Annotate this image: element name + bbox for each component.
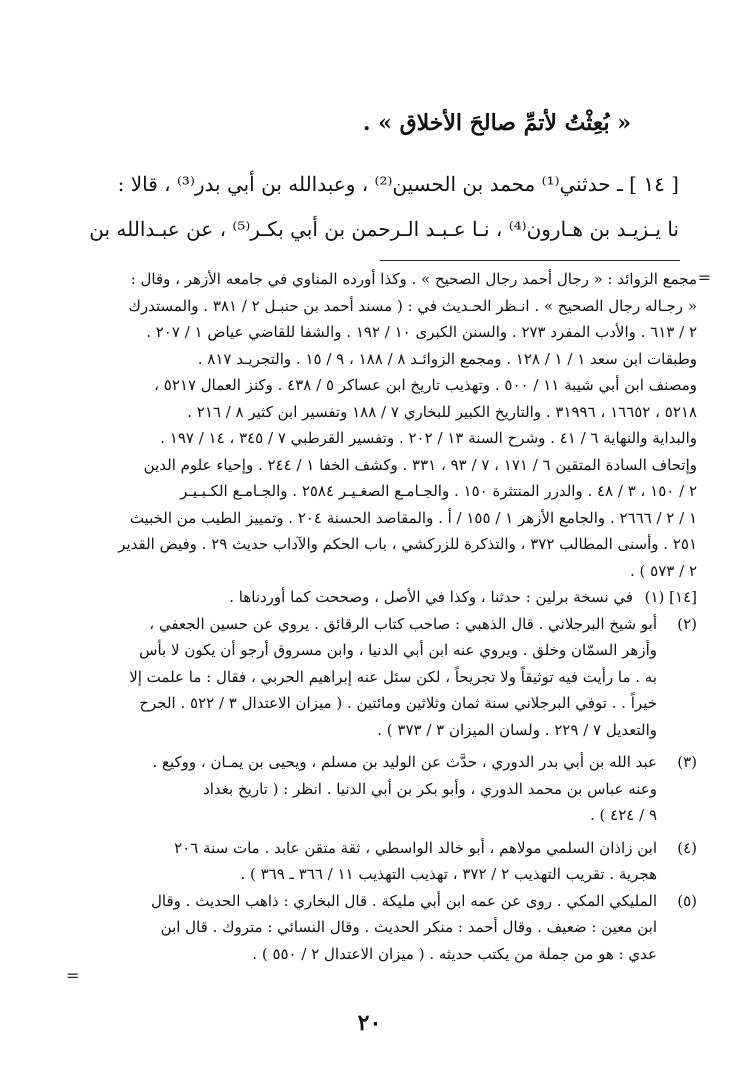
footnote-3 bbox=[47, 749, 697, 829]
note-line: وطبقات ابن سعد ١ / ١ / ١٢٨ . ومجمع الزوائـد ٨ / ١٨٨ ، ٩ / ١٥ . والتجريـد ٨١٧ . bbox=[197, 349, 697, 368]
note-line: المليكي المكي . روى عن عمه ابن أبي مليكة . قال البخاري : ذاهب الحديث . وقال bbox=[151, 891, 657, 910]
note-line: خيراً . . توفي البرجلاني سنة ثمان وثلاثين ومائتين . ( ميزان الاعتدال ٣ / ٥٢٢ . الجرح bbox=[139, 694, 657, 712]
note-line: ٢ / ١٥٠ ، ٣ / ٤٨ . والدرر المنتثرة ١٥٠ . والجـامـع الصغـيـر ٢٥٨٤ . والجـامـع الكـبـيـر bbox=[180, 482, 697, 500]
note-line: عدي : هو من جملة من يكتب حديثه . ( ميزان الاعتدال ٢ / ٥٥٠ ) . bbox=[252, 944, 657, 963]
note-line: والتعديل ٧ / ٢٢٩ . ولسان الميزان ٣ / ٣٧٣ ) . bbox=[377, 720, 657, 739]
note-line: عبد الله بن أبي بدر الدوري ، حدَّث عن الوليد بن مسلم ، ويحيى بن يمـان ، ووكيع . bbox=[152, 753, 657, 771]
footnote-number: (٣) bbox=[677, 753, 697, 771]
footnote-number: [١٤] (١) bbox=[644, 588, 697, 606]
note-line: ٥٢١٨ ، ١٦٦٥٢ ، ٣١٩٩٦ . والتاريخ الكبير للبخاري ٧ / ١٨٨ وتفسير ابن كثير ٨ / ٢١٦ . bbox=[187, 402, 697, 421]
footnote-separator bbox=[380, 260, 680, 261]
footnote-1 bbox=[47, 584, 697, 611]
note-line: ٢ / ٥٧٣ ) . bbox=[630, 561, 697, 580]
page-number: ٢٠ bbox=[357, 1010, 382, 1036]
note-line: ٩ / ٤٢٤ ) . bbox=[590, 806, 657, 824]
main-line: نا يـزيـد بن هـارون⁽⁴⁾ ، نـا عـبـد الـرحمن بن أبي بكـر⁽⁵⁾ ، عن عبـدالله بن bbox=[89, 217, 679, 241]
note-line: ابن معين : ضعيف . وقال أحمد : منكر الحديث . وقال النسائي : متروك . قال ابن bbox=[160, 918, 657, 936]
note-line: به . ما رأيت فيه توثيقاً ولا تجريحاً ، لكن سئل عنه إبراهيم الحربي ، فقال : ما علمت إلا bbox=[129, 667, 657, 686]
note-line: ابن زاذان السلمي مولاهم ، أبو خالد الواسطي ، ثقة متقن عابد . مات سنة ٢٠٦ bbox=[174, 838, 657, 857]
footnote-5 bbox=[47, 888, 697, 968]
footnote-number: (٤) bbox=[677, 838, 697, 857]
note-line: ٢ / ٦١٣ . والأدب المفرد ٢٧٣ . والسنن الكبرى ١٠ / ١٩٢ . والشفا للقاضي عياض ١ / ٢٠٧ . bbox=[146, 323, 697, 341]
footnote-2 bbox=[47, 611, 697, 744]
footnote-4 bbox=[47, 835, 697, 888]
footnote-number: (٥) bbox=[677, 891, 697, 910]
note-line: وإتحاف السادة المتقين ٦ / ١٧١ ، ٧ / ٩٣ ، ٣٣١ . وكشف الخفا ١ / ٢٤٤ . وإحياء علوم الدين bbox=[143, 455, 697, 474]
footnote-number: (٢) bbox=[677, 614, 697, 633]
note-line: في نسخة برلين : حدثنا ، وكذا في الأصل ، وصححت كما أوردناها . bbox=[229, 588, 633, 606]
continued-note bbox=[47, 266, 697, 584]
note-line: ٢٥١ . وأسنى المطالب ٣٧٢ ، والتذكرة للزركشي ، باب الحكم والآداب حديث ٢٩ . وفيض القدير bbox=[118, 535, 697, 553]
footnotes-area bbox=[47, 266, 697, 967]
note-line: « رجـاله رجال الصحيح » . انـظر الحـديث في : ( مسند أحمد بن حنبـل ٢ / ٣٨١ . والمستدرك bbox=[128, 296, 697, 315]
note-line: ١ / ٢ / ٢٦٦٦ . والجامع الأزهر ١ / ١٥٥ / أ . والمقاصد الحسنة ٢٠٤ . وتمييز الطيب من الخبيث bbox=[129, 508, 697, 527]
continuation-mark: = bbox=[697, 268, 711, 287]
hadith-quote: « بُعِثْتُ لأتمِّ صالحَ الأخلاق » . bbox=[362, 110, 631, 136]
note-line: وأزهر السمّان وخلق . ويروي عنه ابن أبي الدنيا ، وابن مسروق أرجو أن يكون لا بأس bbox=[139, 641, 657, 659]
note-line: والبداية والنهاية ٦ / ٤١ . وشرح السنة ١٣ / ٢٠٢ . وتفسير القرطبي ٧ / ٣٤٥ ، ١٤ / ١٩٧ . bbox=[160, 429, 697, 447]
note-line: أبو شيخ البرجلاني . قال الذهبي : صاحب كتاب الرقائق . يروي عن حسين الجعفي ، bbox=[149, 614, 657, 633]
note-line: مجمع الزوائد : « رجال أحمد رجال الصحيح » . وكذا أورده المناوي في جامعه الأزهر ، وقال : bbox=[130, 270, 697, 288]
main-line: [ ١٤ ] ـ حدثني⁽¹⁾ محمد بن الحسين⁽²⁾ ، وعبدالله بن أبي بدر⁽³⁾ ، قالا : bbox=[117, 172, 679, 196]
main-text bbox=[54, 162, 679, 252]
note-line: وعنه عباس بن محمد الدوري ، وأبو بكر بن أبي الدنيا . انظر : ( تاريخ بغداد bbox=[203, 779, 657, 798]
note-line: هجرية . تقريب التهذيب ٢ / ٣٧٢ ، تهذيب التهذيب ١١ / ٣٦٦ ـ ٣٦٩ ) . bbox=[240, 865, 657, 883]
continuation-mark-bottom: = bbox=[66, 966, 80, 985]
note-line: ومصنف ابن أبي شيبة ١١ / ٥٠٠ . وتهذيب تاريخ ابن عساكر ٥ / ٤٣٨ . وكنز العمال ٥٢١٧ ، bbox=[154, 376, 697, 394]
